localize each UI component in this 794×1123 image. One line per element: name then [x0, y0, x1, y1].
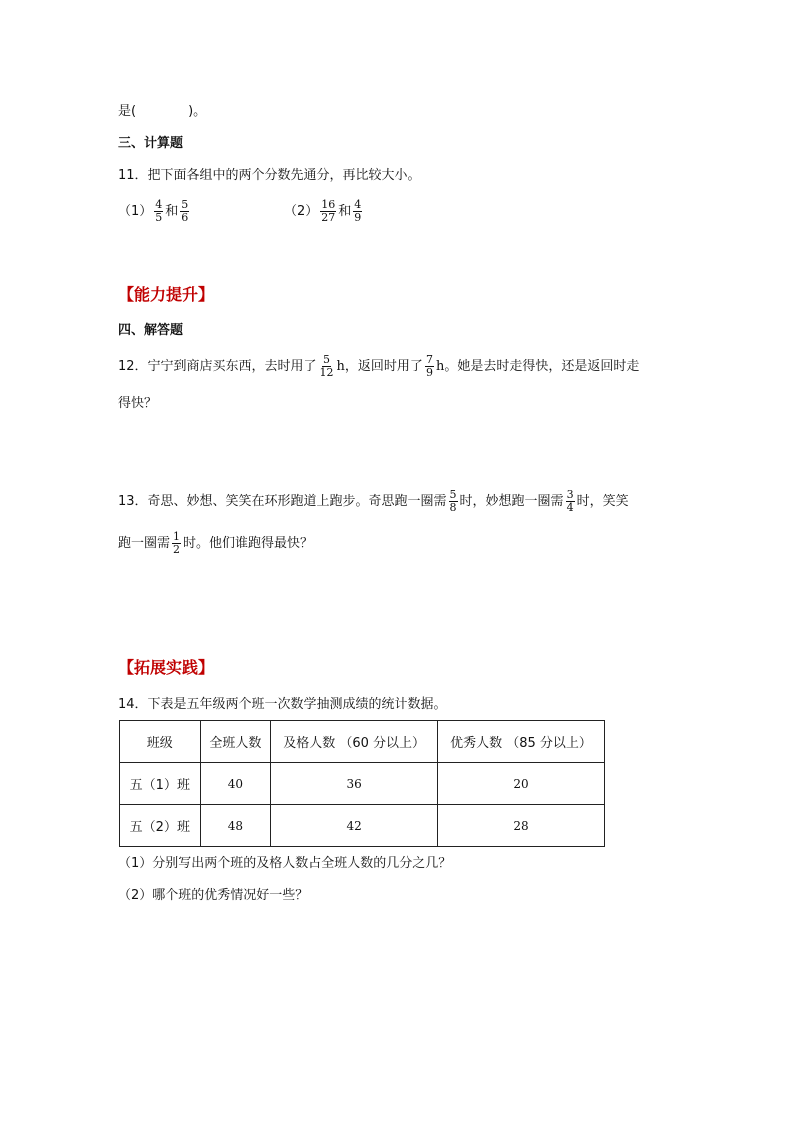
cell-excellent: 20 — [438, 763, 605, 805]
fraction-numerator: 1 — [173, 530, 181, 543]
question-13-line-1 — [118, 487, 629, 517]
part-2-label: （2） — [284, 204, 319, 219]
section-ability-heading: 【能力提升】 — [118, 285, 215, 304]
fraction-denominator: 12 — [319, 366, 334, 379]
q12-text: 。她是去时走得快，还是返回时走 — [444, 359, 640, 374]
fraction-16-27 — [320, 199, 336, 224]
q13-text: 时。他们谁跑得最快？ — [183, 536, 314, 551]
fraction-3-4 — [566, 489, 575, 514]
q13-text: 时，笑笑 — [576, 494, 629, 509]
question-14-sub-1: （1）分别写出两个班的及格人数占全班人数的几分之几？ — [118, 856, 452, 871]
fraction-numerator: 4 — [155, 198, 163, 211]
fraction-5-12 — [319, 354, 335, 379]
fraction-denominator: 9 — [425, 366, 433, 379]
q13-text: 13．奇思、妙想、笑笑在环形跑道上跑步。奇思跑一圈需 — [118, 494, 447, 509]
header-total: 全班人数 — [200, 721, 271, 763]
q12-text: ，返回时用了 — [344, 359, 423, 374]
fraction-numerator: 16 — [321, 198, 336, 211]
question-12-line-1 — [118, 352, 639, 382]
question-14-prompt: 14．下表是五年级两个班一次数学抽测成绩的统计数据。 — [118, 697, 447, 712]
unit-hour: h — [336, 359, 345, 374]
header-class: 班级 — [120, 721, 201, 763]
fraction-7-9 — [425, 354, 434, 379]
question-11-prompt: 11．把下面各组中的两个分数先通分，再比较大小。 — [118, 168, 421, 183]
question-10-tail: 是( )。 — [118, 104, 207, 119]
question-11-part-2 — [284, 198, 364, 226]
score-statistics-table — [119, 720, 605, 847]
cell-total: 40 — [200, 763, 271, 805]
fraction-denominator: 6 — [181, 211, 189, 224]
cell-class: 五（1）班 — [120, 763, 201, 805]
cell-pass: 36 — [271, 763, 438, 805]
fraction-denominator: 5 — [155, 211, 163, 224]
fraction-denominator: 4 — [566, 501, 574, 514]
q13-text: 时，妙想跑一圈需 — [459, 494, 564, 509]
question-13-line-2 — [118, 529, 313, 559]
table-row — [120, 805, 605, 847]
fraction-numerator: 5 — [181, 198, 189, 211]
fraction-denominator: 2 — [173, 543, 181, 556]
question-12-line-2: 得快？ — [118, 396, 158, 411]
section-4-title: 四、解答题 — [118, 323, 184, 338]
fraction-denominator: 8 — [449, 501, 457, 514]
fraction-4-5 — [154, 199, 163, 224]
cell-pass: 42 — [271, 805, 438, 847]
fraction-numerator: 5 — [323, 353, 331, 366]
cell-class: 五（2）班 — [120, 805, 201, 847]
fraction-5-6 — [180, 199, 189, 224]
fraction-numerator: 3 — [566, 488, 574, 501]
cell-excellent: 28 — [438, 805, 605, 847]
section-expand-heading: 【拓展实践】 — [118, 658, 215, 677]
question-11-part-1 — [118, 198, 191, 226]
cell-total: 48 — [200, 805, 271, 847]
table-row — [120, 763, 605, 805]
fraction-denominator: 27 — [321, 211, 336, 224]
question-14-sub-2: （2）哪个班的优秀情况好一些？ — [118, 888, 309, 903]
header-excellent: 优秀人数 （85 分以上） — [438, 721, 605, 763]
fraction-numerator: 7 — [425, 353, 433, 366]
unit-hour: h — [435, 359, 445, 374]
fraction-denominator: 9 — [354, 211, 362, 224]
and-word: 和 — [338, 204, 352, 219]
header-pass: 及格人数 （60 分以上） — [271, 721, 438, 763]
q13-text: 跑一圈需 — [118, 536, 171, 551]
section-3-title: 三、计算题 — [118, 136, 184, 151]
fraction-5-8 — [449, 489, 458, 514]
fraction-numerator: 5 — [449, 488, 457, 501]
fraction-numerator: 4 — [354, 198, 362, 211]
table-header-row — [120, 721, 605, 763]
q12-text: 12．宁宁到商店买东西，去时用了 — [118, 359, 317, 374]
fraction-4-9 — [353, 199, 362, 224]
and-word: 和 — [165, 204, 179, 219]
part-1-label: （1） — [118, 204, 153, 219]
fraction-1-2 — [172, 531, 181, 556]
